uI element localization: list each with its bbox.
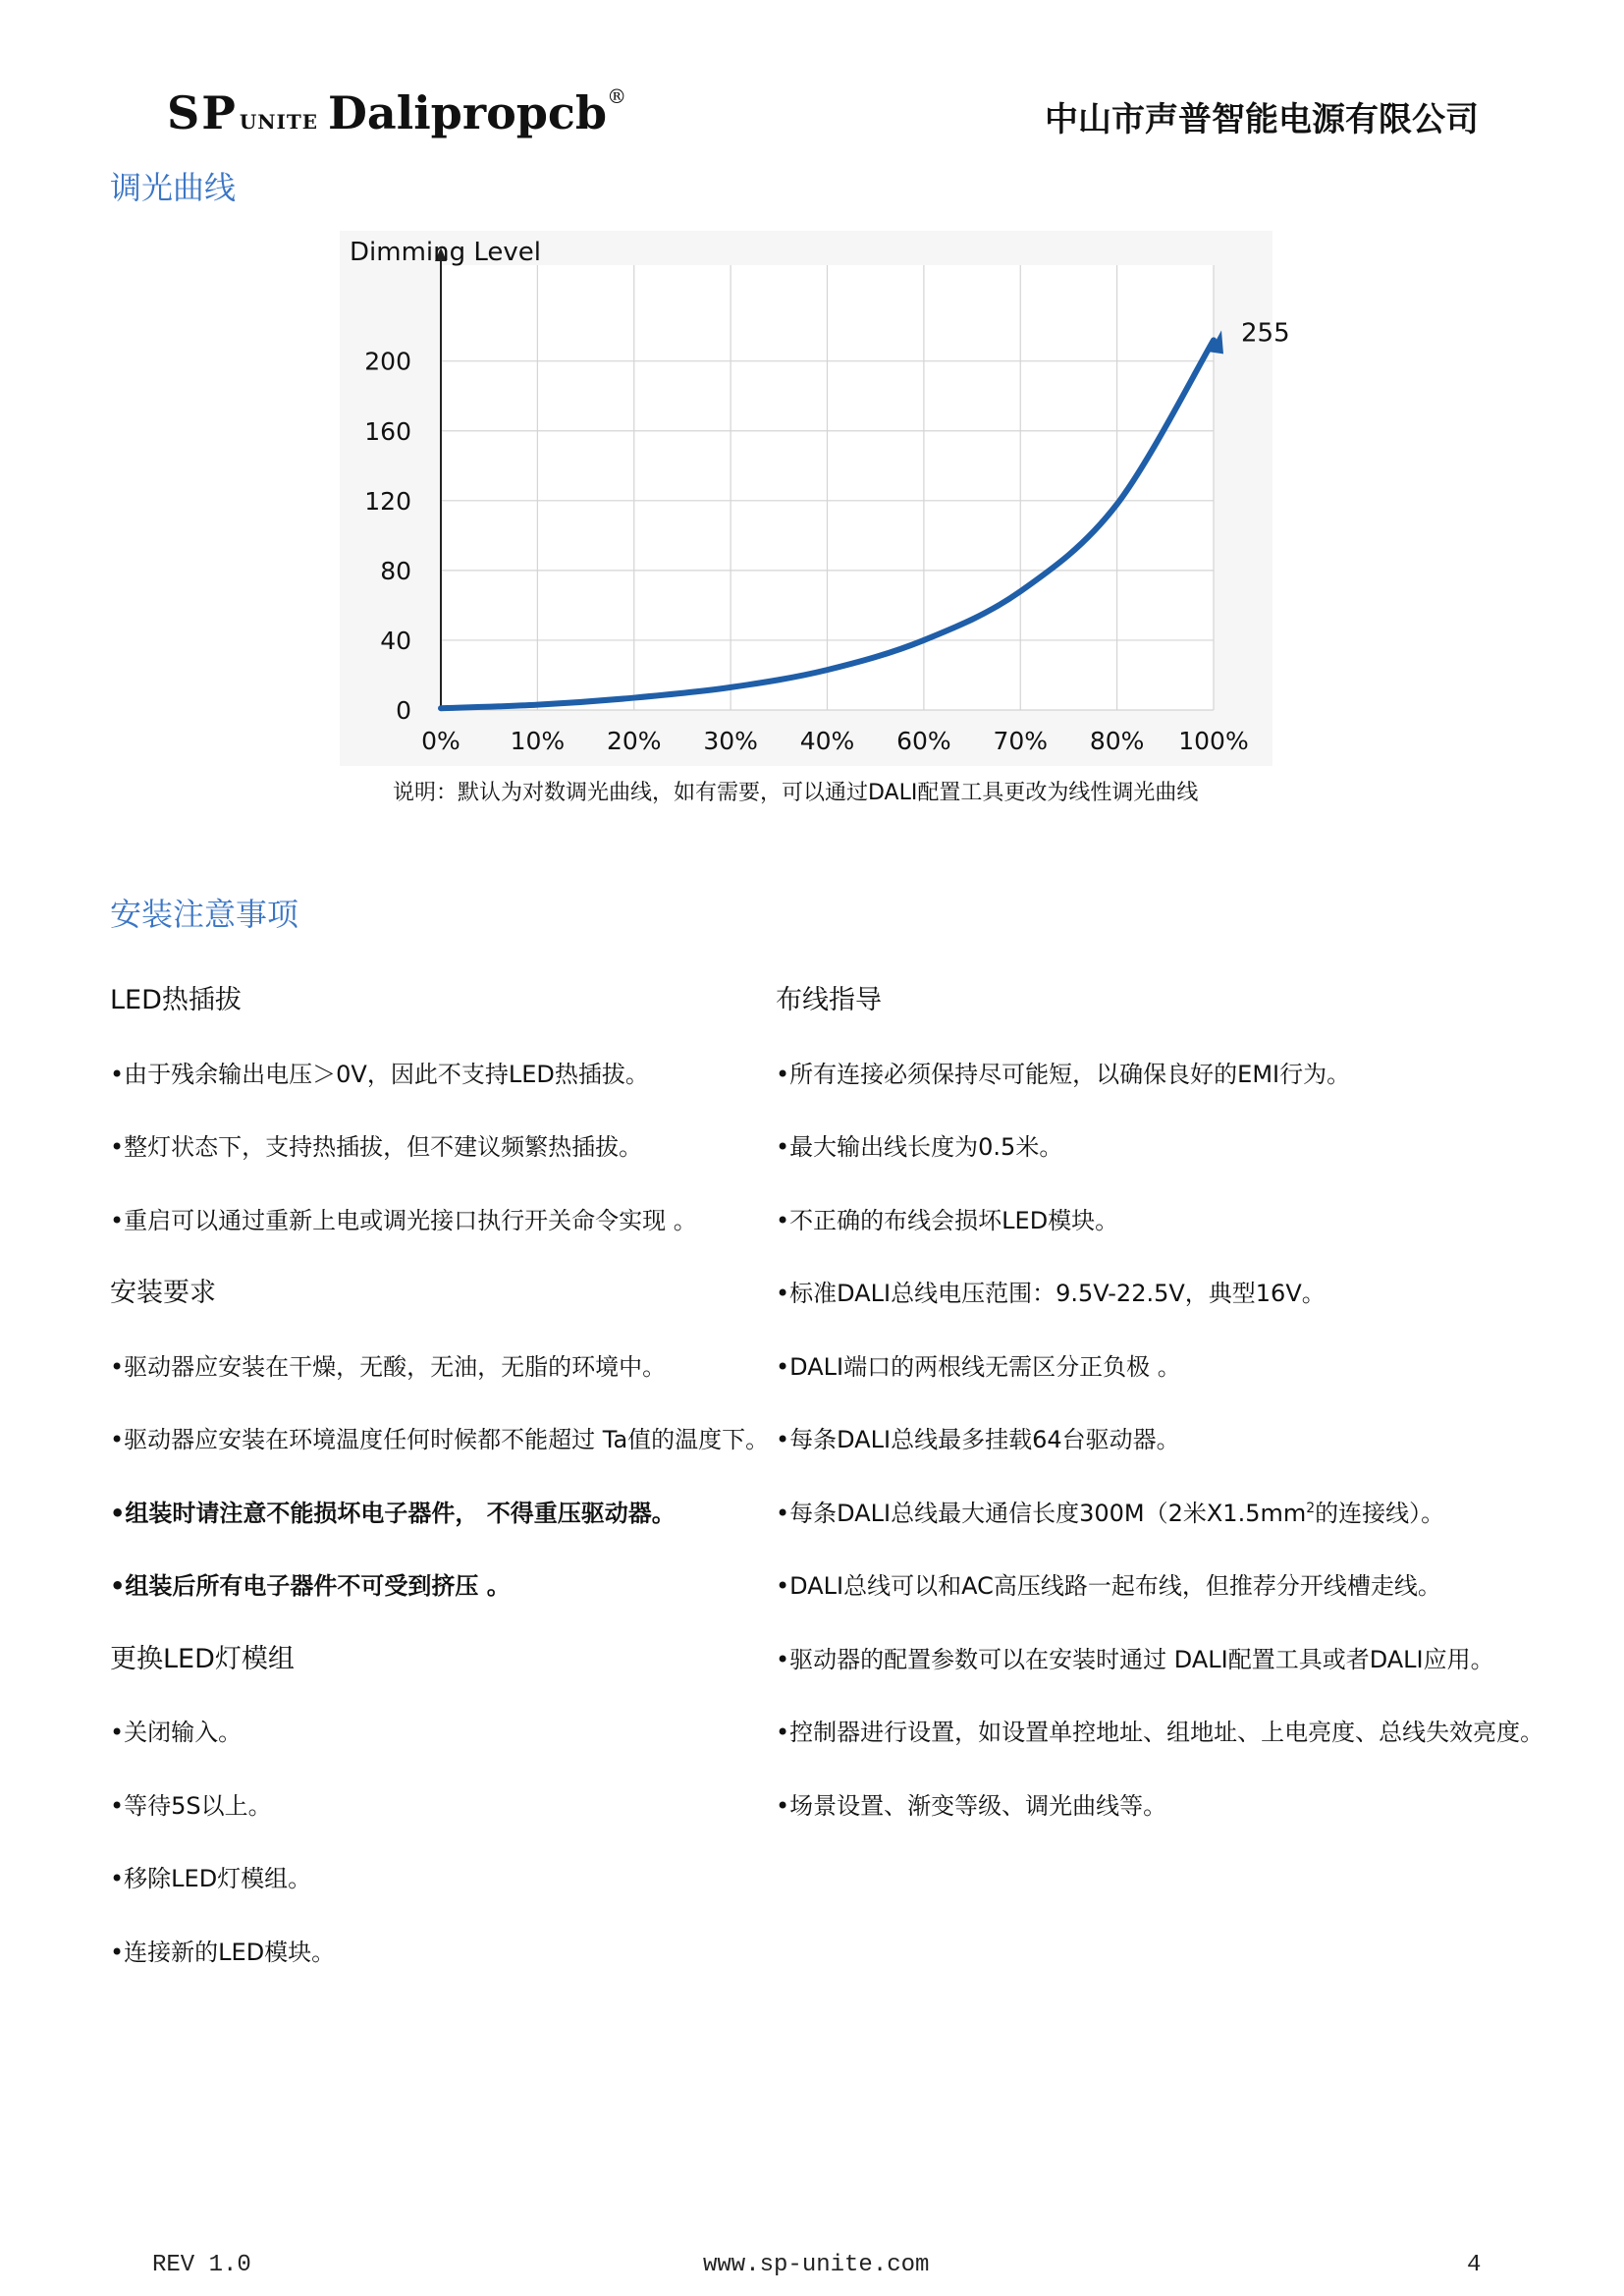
subsection-heading <box>776 982 1561 1056</box>
bullet-item <box>110 1421 770 1495</box>
company-logo <box>167 84 626 139</box>
bullet-item <box>110 1787 758 1861</box>
line-text: •驱动器的配置参数可以在安装时通过 DALI配置工具或者DALI应用。 <box>776 1645 1494 1673</box>
y-tick-label: 160 <box>364 416 411 446</box>
line-text: •DALI端口的两根线无需区分正负极 。 <box>776 1352 1181 1381</box>
x-tick-label: 0% <box>421 727 460 755</box>
line-text: •驱动器应安装在环境温度任何时候都不能超过 Ta值的温度下。 <box>110 1426 770 1453</box>
line-text: 布线指导 <box>776 985 882 1015</box>
line-text: •整灯状态下，支持热插拔，但不建议频繁热插拔。 <box>110 1133 643 1161</box>
y-axis-label: Dimming Level <box>350 238 541 267</box>
revision-label: REV 1.0 <box>152 2252 251 2278</box>
bullet-item <box>776 1202 1561 1276</box>
bullet-item <box>110 1348 758 1422</box>
bullet-item <box>776 1641 1561 1715</box>
dimming-curve-chart <box>340 231 1290 766</box>
line-text: •组装后所有电子器件不可受到挤压 。 <box>110 1572 511 1600</box>
x-tick-label: 60% <box>896 727 951 755</box>
x-tick-label: 70% <box>993 727 1049 755</box>
y-tick-label: 80 <box>380 556 411 585</box>
curve-end-label: 255 <box>1241 318 1290 349</box>
bullet-item <box>776 1714 1561 1787</box>
line-text: •等待5S以上。 <box>110 1791 272 1820</box>
line-text: •重启可以通过重新上电或调光接口执行开关命令实现 。 <box>110 1206 697 1234</box>
bullet-item <box>776 1275 1561 1348</box>
dimming-curve-title: 调光曲线 <box>110 169 237 206</box>
dimming-curve-note: 说明：默认为对数调光曲线，如有需要，可以通过DALI配置工具更改为线性调光曲线 <box>393 781 1199 805</box>
installation-notes-title: 安装注意事项 <box>110 896 299 933</box>
bullet-item <box>110 1567 758 1641</box>
line-text: LED热插拔 <box>110 985 242 1015</box>
website-url: www.sp-unite.com <box>703 2252 930 2278</box>
subsection-heading <box>110 982 758 1056</box>
line-text: •连接新的LED模块。 <box>110 1938 336 1966</box>
company-name: 中山市声普智能电源有限公司 <box>1045 100 1479 139</box>
bullet-item <box>776 1056 1561 1129</box>
line-text: •最大输出线长度为0.5米。 <box>776 1133 1063 1161</box>
line-text: 安装要求 <box>110 1278 216 1308</box>
bullet-item <box>110 1495 758 1568</box>
logo-unite: UNITE <box>239 110 319 134</box>
page-number: 4 <box>1467 2252 1482 2278</box>
x-tick-label: 40% <box>799 727 855 755</box>
line-text: •所有连接必须保持尽可能短，以确保良好的EMI行为。 <box>776 1060 1351 1088</box>
x-tick-label: 100% <box>1178 727 1249 755</box>
bullet-item <box>776 1495 1561 1568</box>
line-text: •不正确的布线会损坏LED模块。 <box>776 1206 1119 1234</box>
subsection-heading <box>110 1275 758 1348</box>
left-column <box>110 982 770 2006</box>
bullet-item <box>776 1787 1561 1861</box>
bullet-item <box>776 1128 1561 1202</box>
line-text: •控制器进行设置，如设置单控地址、组地址、上电亮度、总线失效亮度。 <box>776 1719 1544 1746</box>
bullet-item <box>776 1567 1561 1641</box>
bullet-item <box>110 1714 758 1787</box>
x-tick-label: 80% <box>1089 727 1145 755</box>
bullet-item <box>776 1348 1561 1422</box>
subsection-heading <box>110 1641 758 1715</box>
line-text: •每条DALI总线最大通信长度300M（2米X1.5mm <box>776 1499 1307 1527</box>
bullet-item <box>110 1860 758 1934</box>
bullet-item <box>110 1202 758 1276</box>
line-text: •DALI总线可以和AC高压线路一起布线，但推荐分开线槽走线。 <box>776 1572 1441 1600</box>
line-text: •每条DALI总线最多挂载64台驱动器。 <box>776 1426 1180 1453</box>
line-text: •移除LED灯模组。 <box>110 1865 312 1892</box>
line-text: •由于残余输出电压＞0V，因此不支持LED热插拔。 <box>110 1060 649 1088</box>
line-text: •标准DALI总线电压范围：9.5V-22.5V，典型16V。 <box>776 1280 1326 1307</box>
line-text: •组装时请注意不能损坏电子器件， 不得重压驱动器。 <box>110 1499 676 1527</box>
x-tick-label: 10% <box>510 727 566 755</box>
right-column <box>776 982 1561 1860</box>
line-text: •关闭输入。 <box>110 1719 243 1746</box>
logo-registered-mark: ® <box>607 84 627 108</box>
logo-sp: SP <box>167 86 238 139</box>
x-tick-label: 20% <box>606 727 662 755</box>
bullet-item <box>776 1421 1561 1495</box>
logo-brand: Dalipropcb <box>328 86 608 139</box>
superscript: 2 <box>1306 1500 1316 1516</box>
x-tick-label: 30% <box>703 727 758 755</box>
y-tick-label: 40 <box>380 626 411 655</box>
y-tick-label: 120 <box>364 486 411 516</box>
line-text: •场景设置、渐变等级、调光曲线等。 <box>776 1791 1167 1820</box>
y-tick-label: 200 <box>364 347 411 376</box>
bullet-item <box>110 1934 758 2007</box>
bullet-item <box>110 1056 758 1129</box>
bullet-item <box>110 1128 758 1202</box>
line-text-tail: 的连接线）。 <box>1315 1499 1445 1527</box>
line-text: •驱动器应安装在干燥，无酸，无油，无脂的环境中。 <box>110 1352 667 1381</box>
line-text: 更换LED灯模组 <box>110 1643 295 1674</box>
y-tick-label: 0 <box>396 696 411 725</box>
